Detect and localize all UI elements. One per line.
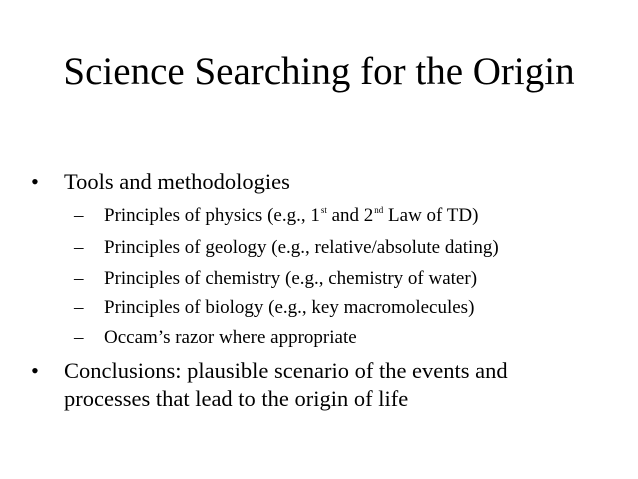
bullet-dot-icon: • xyxy=(31,169,39,194)
dash-icon: – xyxy=(74,237,84,258)
sub-item-text: Principles of geology (e.g., relative/absolute dating) xyxy=(104,237,499,258)
dash-icon: – xyxy=(74,268,84,289)
bullet-text: Conclusions: plausible scenario of the events and processes that lead to the origin of life xyxy=(64,358,508,411)
physics-text-part1: Principles of physics (e.g., 1 xyxy=(104,205,320,226)
dash-icon: – xyxy=(74,205,84,226)
bullet-conclusions xyxy=(31,357,591,417)
ordinal-superscript-second: nd xyxy=(374,205,384,215)
slide-title: Science Searching for the Origin xyxy=(63,50,575,93)
physics-text-part3: Law of TD) xyxy=(383,205,479,226)
sub-item-text: Principles of chemistry (e.g., chemistry of water) xyxy=(104,268,478,289)
physics-text-part2: and 2 xyxy=(326,205,374,226)
bullet-dot-icon: • xyxy=(31,358,39,383)
dash-icon: – xyxy=(74,297,84,318)
ordinal-superscript-first: st xyxy=(320,205,327,215)
bullet-tools xyxy=(31,168,591,195)
sub-item-text: Principles of biology (e.g., key macromolecules) xyxy=(104,297,475,318)
bullet-text: Tools and methodologies xyxy=(64,169,290,194)
dash-icon: – xyxy=(74,327,84,348)
sub-item-text: Occam’s razor where appropriate xyxy=(104,327,357,348)
sub-item-text xyxy=(104,205,478,227)
